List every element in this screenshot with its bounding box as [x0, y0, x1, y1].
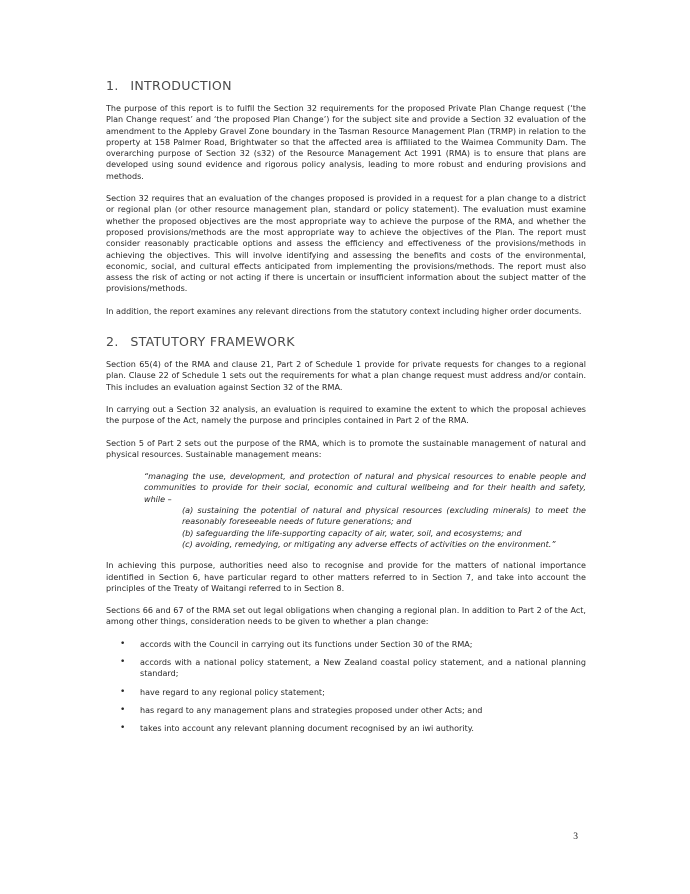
paragraph: Section 5 of Part 2 sets out the purpose of the RMA, which is to promote the sustainable management of natural and physical resources. Sustainable management means: [106, 438, 586, 459]
list-item: • have regard to any regional policy statement; [120, 686, 325, 697]
quote-item-a: (a) sustaining the potential of natural and physical resources (excluding minerals) to meet the reasonably foreseeable needs of future generations; and [182, 506, 586, 527]
quote-item-b: (b) safeguarding the life-supporting capacity of air, water, soil, and ecosystems; and [182, 528, 522, 538]
section-number: 2. [106, 334, 119, 350]
bullet-icon: • [120, 723, 126, 734]
paragraph: Section 32 requires that an evaluation of the changes proposed is provided in a request for a plan change to a district or regional plan (or other resource management plan, standard or policy statement). The evaluation must examine whether the proposed objectives are the most appropriate way to achieve the purpose of the RMA, and whether the proposed provisions/methods are the most appropriate way to achieve the objectives of the Plan. The report must consider reasonably practicable options and assess the efficiency and effectiveness of the provisions/methods in achieving the objectives. This will involve identifying and assessing the benefits and costs of the environmental, economic, social, and cultural effects anticipated from implementing the provisions/methods. The report must also assess the risk of acting or not acting if there is uncertain or insufficient information about the subject matter of the provisions/methods. [106, 194, 586, 294]
paragraph: In achieving this purpose, authorities need also to recognise and provide for the matters of national importance identified in Section 6, have particular regard to other matters referred to in Section 7, and take into account the principles of the Treaty of Waitangi referred to in Section 8. [106, 561, 586, 593]
bullet-icon: • [120, 704, 126, 715]
list-item: • accords with the Council in carrying out its functions under Section 30 of the RMA; [120, 638, 473, 649]
list-item: • takes into account any relevant planning document recognised by an iwi authority. [120, 723, 474, 734]
page-content [106, 78, 586, 741]
page-number: 3 [573, 832, 578, 842]
section-title: INTRODUCTION [130, 78, 232, 93]
paragraph: Sections 66 and 67 of the RMA set out legal obligations when changing a regional plan. In addition to Part 2 of the Act, among other things, consideration needs to be given to whether a plan change: [106, 606, 586, 627]
paragraph: In addition, the report examines any relevant directions from the statutory context including higher order documents. [106, 306, 582, 316]
section-number: 1. [106, 78, 119, 93]
quote-intro: “managing the use, development, and protection of natural and physical resources to enable people and communities to provide for their social, economic and cultural wellbeing and for their health and safety, while – [144, 472, 586, 504]
paragraph: The purpose of this report is to fulfil the Section 32 requirements for the proposed Private Plan Change request (‘the Plan Change request’ and ‘the proposed Plan Change’) for the subject site and provide a Section 32 evaluation of the amendment to the Appleby Gravel Zone boundary in the Tasman Resource Management Plan (TRMP) in relation to the property at 158 Palmer Road, Brightwater so that the affected area is affiliated to the Waimea Community Dam. The overarching purpose of Section 32 (s32) of the Resource Management Act 1991 (RMA) is to ensure that plans are developed using sound evidence and rigorous policy analysis, leading to more robust and enduring provisions and methods. [106, 104, 586, 181]
quote-item-c: (c) avoiding, remedying, or mitigating any adverse effects of activities on the environment.” [182, 539, 556, 549]
list-item: • accords with a national policy statement, a New Zealand coastal policy statement, and a national planning standard; [120, 656, 586, 679]
bullet-icon: • [120, 638, 126, 649]
list-item: • has regard to any management plans and strategies proposed under other Acts; and [120, 704, 483, 715]
paragraph: In carrying out a Section 32 analysis, an evaluation is required to examine the extent to which the proposal achieves the purpose of the Act, namely the purpose and principles contained in Part 2 of the RMA. [106, 404, 586, 426]
paragraph: Section 65(4) of the RMA and clause 21, Part 2 of Schedule 1 provide for private requests for changes to a regional plan. Clause 22 of Schedule 1 sets out the requirements for what a plan change request must address and/or contain. This includes an evaluation against Section 32 of the RMA. [106, 360, 586, 392]
bullet-icon: • [120, 686, 126, 697]
section-heading-introduction [106, 78, 586, 93]
section-title: STATUTORY FRAMEWORK [130, 334, 295, 350]
plan-change-criteria-list [106, 639, 586, 735]
bullet-icon: • [120, 656, 126, 667]
rma-quote [144, 471, 586, 550]
section-heading-statutory-framework [106, 334, 586, 349]
